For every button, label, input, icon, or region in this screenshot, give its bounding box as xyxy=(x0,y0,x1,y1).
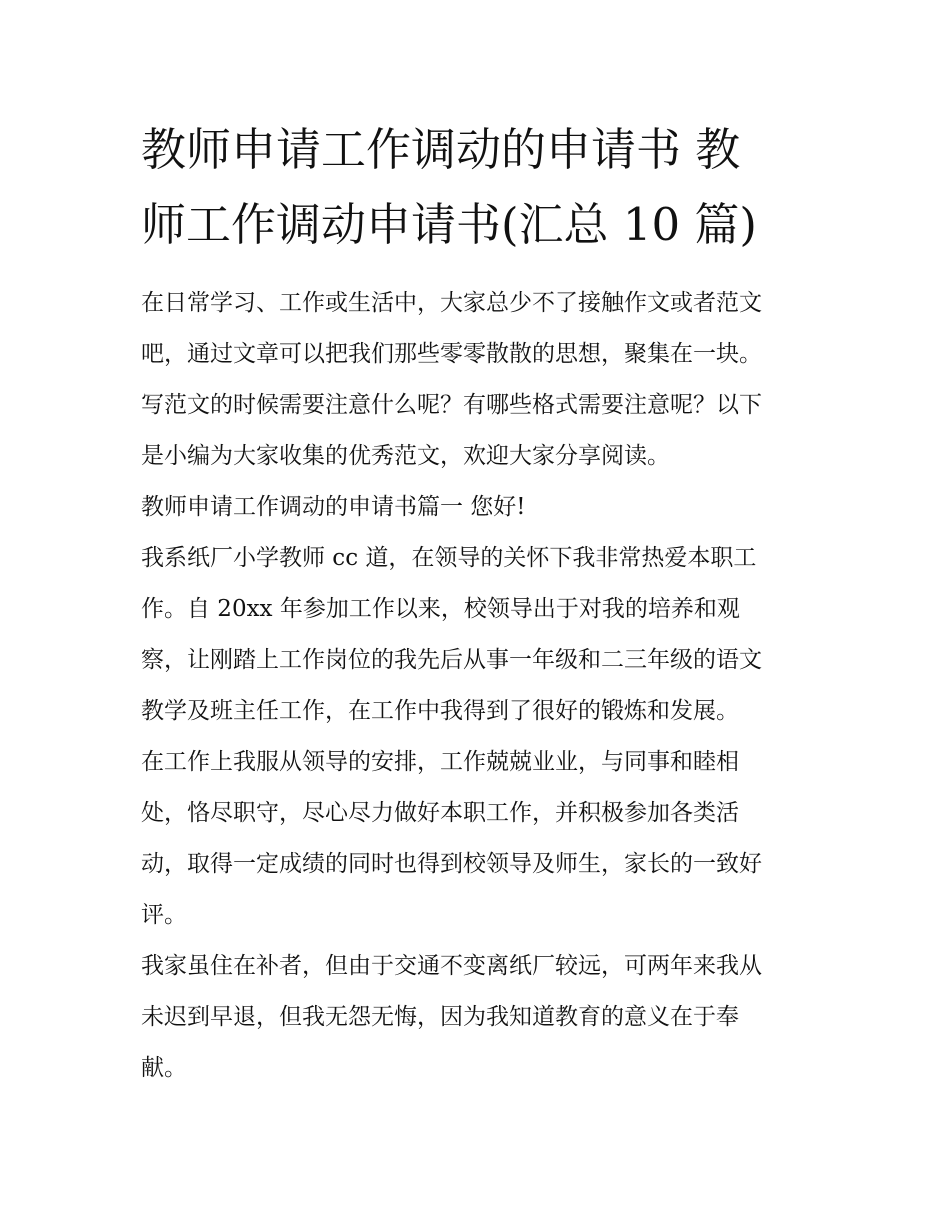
document-body xyxy=(141,278,821,1094)
paragraph-4 xyxy=(141,941,821,1094)
text-line: 写范文的时候需要注意什么呢？有哪些格式需要注意呢？以下 xyxy=(141,392,762,418)
document-title xyxy=(141,112,821,262)
text-line: 察，让刚踏上工作岗位的我先后从事一年级和二三年级的语文 xyxy=(141,647,762,673)
text-line: 动，取得一定成绩的同时也得到校领导及师生，家长的一致好 xyxy=(141,851,762,877)
text-line: 吧，通过文章可以把我们那些零零散散的思想，聚集在一块。 xyxy=(141,341,762,367)
text-line: 在日常学习、工作或生活中，大家总少不了接触作文或者范文 xyxy=(141,290,762,316)
paragraph-intro xyxy=(141,278,821,482)
text-line: 未迟到早退，但我无怨无悔，因为我知道教育的意义在于奉 xyxy=(141,1004,739,1030)
text-line: 教师申请工作调动的申请书篇一 您好! xyxy=(141,494,526,520)
text-line: 是小编为大家收集的优秀范文，欢迎大家分享阅读。 xyxy=(141,443,670,469)
paragraph-heading-1 xyxy=(141,482,821,533)
text-line: 献。 xyxy=(141,1055,187,1081)
title-line: 教师申请工作调动的申请书 教 xyxy=(141,123,741,176)
text-line: 教学及班主任工作，在工作中我得到了很好的锻炼和发展。 xyxy=(141,698,739,724)
text-line: 在工作上我服从领导的安排，工作兢兢业业，与同事和睦相 xyxy=(141,749,739,775)
title-line: 师工作调动申请书(汇总 10 篇) xyxy=(141,198,757,251)
text-line: 作。自 20xx 年参加工作以来，校领导出于对我的培养和观 xyxy=(141,596,740,622)
text-line: 我系纸厂小学教师 cc 道，在领导的关怀下我非常热爱本职工 xyxy=(141,545,757,571)
text-line: 处，恪尽职守，尽心尽力做好本职工作，并积极参加各类活 xyxy=(141,800,739,826)
paragraph-2 xyxy=(141,533,821,737)
paragraph-3 xyxy=(141,737,821,941)
text-line: 我家虽住在补者，但由于交通不变离纸厂较远，可两年来我从 xyxy=(141,953,762,979)
text-line: 评。 xyxy=(141,902,187,928)
